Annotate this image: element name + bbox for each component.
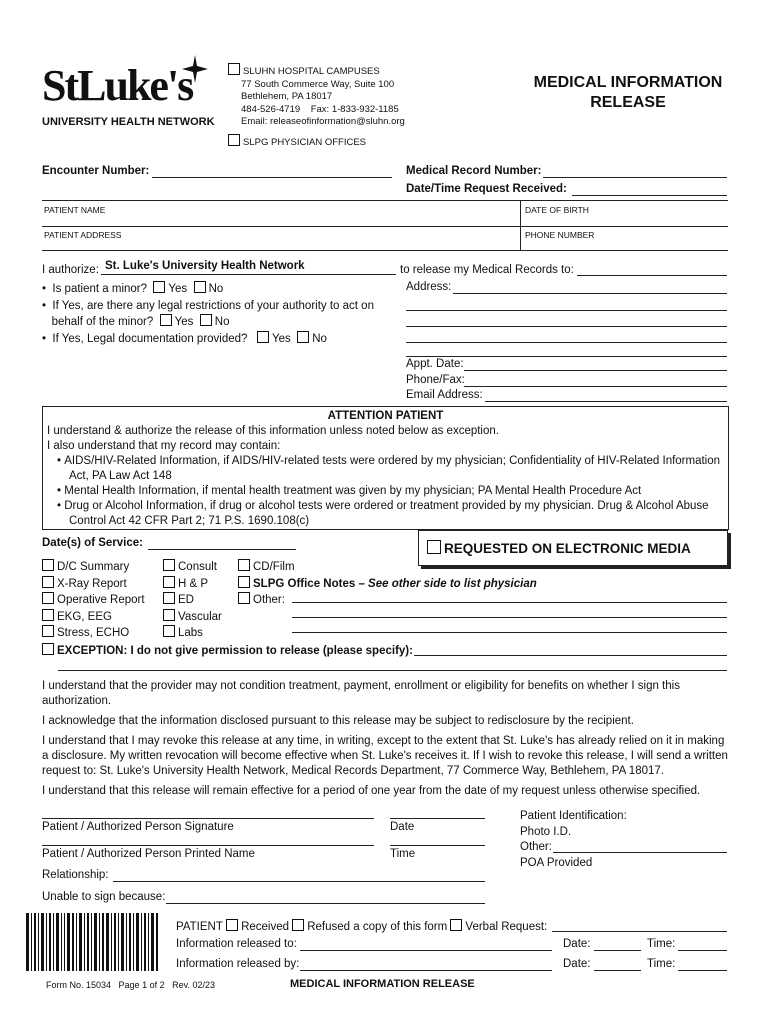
slpg-notes-checkbox[interactable]: [238, 576, 250, 588]
released-to-date-field[interactable]: [594, 950, 641, 951]
address-label: Address:: [406, 281, 452, 293]
relationship-label: Relationship:: [42, 869, 109, 881]
email-label: Email Address:: [406, 389, 483, 401]
photo-id-label: Photo I.D.: [520, 825, 572, 838]
service-label: H & P: [178, 577, 209, 590]
services-col2: [163, 559, 222, 642]
cd-checkbox[interactable]: [238, 559, 250, 571]
logo: [42, 60, 217, 130]
service-checkbox[interactable]: [42, 609, 54, 621]
attention-line1: I understand & authorize the release of this information unless noted below as exception.: [47, 425, 499, 437]
signature-field[interactable]: [42, 818, 374, 819]
released-to-label: Information released to:: [176, 938, 297, 950]
service-item[interactable]: [163, 609, 222, 626]
sluhn-label: SLUHN HOSPITAL CAMPUSES: [243, 66, 380, 77]
office-patient-row: [176, 919, 547, 933]
other-label: Other:: [253, 594, 285, 606]
authorize-prefix: I authorize:: [42, 264, 99, 276]
slpg-label: SLPG PHYSICIAN OFFICES: [243, 136, 366, 148]
exception-label: EXCEPTION: I do not give permission to release (please specify):: [57, 645, 413, 657]
statement-2: I acknowledge that the information disclosed pursuant to this release may be subject to redisclosure by the recipient.: [42, 715, 634, 727]
legal-yes-label: Yes: [272, 332, 291, 345]
pid-other-label: Other:: [520, 841, 552, 853]
service-label: Vascular: [178, 610, 222, 623]
relationship-field[interactable]: [113, 881, 485, 882]
office-patient-label: PATIENT: [176, 921, 223, 933]
title-line2: RELEASE: [590, 94, 666, 111]
service-label: D/C Summary: [57, 561, 130, 573]
printed-name-label: Patient / Authorized Person Printed Name: [42, 848, 255, 860]
service-item[interactable]: [42, 576, 145, 593]
released-by-time-field[interactable]: [678, 970, 727, 971]
released-by-date-field[interactable]: [594, 970, 641, 971]
address-field-4[interactable]: [406, 342, 727, 343]
service-label: Labs: [178, 627, 203, 639]
service-item[interactable]: [42, 609, 145, 626]
service-checkbox[interactable]: [163, 576, 175, 588]
service-item[interactable]: [163, 592, 222, 609]
minor-no-label: No: [208, 283, 224, 295]
statements: [42, 679, 732, 799]
received-label: Received: [241, 921, 290, 933]
encounter-label: Encounter Number:: [42, 165, 150, 177]
legal-label: If Yes, Legal documentation provided?: [52, 332, 248, 345]
attention-bullet2: Mental Health Information, if mental health treatment was given by my physician; PA Mental Health Procedure Act: [64, 485, 642, 497]
sluhn-phones: 484-526-4719 Fax: 1-833-932-1185: [241, 103, 399, 115]
service-item[interactable]: [163, 625, 222, 642]
appt-field[interactable]: [464, 370, 727, 371]
minor-yes-label: Yes: [168, 283, 188, 295]
exception-row: [42, 643, 413, 657]
datetime-label: Date/Time Request Received:: [406, 183, 567, 195]
service-checkbox[interactable]: [42, 559, 54, 571]
barcode-icon: [26, 913, 158, 971]
attention-bullet3b: Control Act 42 CFR Part 2; 71 P.S. 1690.108(c): [69, 515, 310, 527]
service-checkbox[interactable]: [163, 625, 175, 637]
sluhn-address2: Bethlehem, PA 18017: [241, 91, 333, 102]
encounter-field[interactable]: [152, 177, 392, 178]
service-label: ED: [178, 594, 194, 606]
other-field-1[interactable]: [292, 602, 727, 603]
service-item[interactable]: [163, 559, 222, 576]
attention-box: ATTENTION PATIENT I understand & authorize the release of this information unless noted below as exception. I also understand that my record may contain: • AIDS/HIV-Related Information, if AIDS/HIV-related tests were ordered by my physician; Confidentiality of HIV-Related Information Act, PA Law Act 148 • Mental Health Information, if mental health treatment was given by my physician; PA Mental Health Procedure Act • Drug or Alcohol Information, if drug or alcohol tests were ordered or treatment provided by my physician. Drug & Alcohol Abuse Control Act 42 CFR Part 2; 71 P.S. 1690.108(c): [42, 406, 729, 530]
page-title: [508, 73, 748, 113]
electronic-media-label: REQUESTED ON ELECTRONIC MEDIA: [444, 541, 691, 556]
services-col1: [42, 559, 145, 642]
service-label: Operative Report: [57, 594, 145, 606]
patient-address-label: PATIENT ADDRESS: [44, 230, 122, 240]
patient-name-label: PATIENT NAME: [44, 205, 106, 215]
restrict-yes-label: Yes: [174, 316, 194, 328]
restrict-yes-checkbox[interactable]: [160, 314, 172, 326]
service-checkbox[interactable]: [42, 592, 54, 604]
service-checkbox[interactable]: [163, 559, 175, 571]
service-checkbox[interactable]: [163, 592, 175, 604]
footer-title: MEDICAL INFORMATION RELEASE: [290, 978, 475, 990]
authorize-field[interactable]: [101, 260, 396, 275]
printed-name-field[interactable]: [42, 845, 374, 846]
phone-label: PHONE NUMBER: [525, 230, 595, 240]
legal-no-checkbox[interactable]: [297, 331, 309, 343]
minor-no-checkbox[interactable]: [194, 281, 206, 293]
unable-label: Unable to sign because:: [42, 891, 166, 903]
released-to-date-label: Date:: [563, 938, 591, 950]
logo-wordmark: StLuke's: [42, 61, 193, 110]
statement-1: I understand that the provider may not condition treatment, payment, enrollment or eligibility for benefits on whether I sign this authorization.: [42, 680, 680, 707]
sluhn-email: Email: releaseofinformation@sluhn.org: [241, 116, 405, 127]
statement-4: I understand that this release will remain effective for a period of one year from the date of my request unless otherwise specified.: [42, 785, 701, 797]
attention-line2: I also understand that my record may contain:: [47, 440, 281, 452]
dob-label: DATE OF BIRTH: [525, 205, 589, 215]
mrn-field[interactable]: [543, 177, 727, 178]
footer-form-number: Form No. 15034: [46, 980, 112, 990]
slpg-notes-label: SLPG Office Notes: [253, 577, 356, 590]
phonefax-field[interactable]: [464, 386, 727, 387]
service-label: Stress, ECHO: [57, 627, 130, 639]
cd-label: CD/Film: [253, 561, 295, 573]
time-field[interactable]: [390, 845, 485, 846]
address-field-1[interactable]: [453, 293, 727, 294]
verbal-checkbox[interactable]: [450, 919, 462, 931]
service-item[interactable]: [42, 592, 145, 609]
release-to-field[interactable]: [577, 275, 727, 276]
refused-checkbox[interactable]: [292, 919, 304, 931]
exception-checkbox[interactable]: [42, 643, 54, 655]
service-checkbox[interactable]: [42, 576, 54, 588]
restrict-label-2: behalf of the minor?: [51, 316, 154, 328]
authorize-suffix: to release my Medical Records to:: [400, 264, 574, 276]
services-field[interactable]: [148, 549, 296, 550]
unable-field[interactable]: [166, 903, 485, 904]
attention-bullet3a: Drug or Alcohol Information, if drug or alcohol tests were ordered or treatment provided by my physician. Drug & Alcohol Abuse: [64, 500, 709, 512]
datetime-field[interactable]: [572, 195, 727, 196]
other-checkbox[interactable]: [238, 592, 250, 604]
restrict-no-label: No: [214, 316, 230, 328]
released-by-time-label: Time:: [647, 958, 676, 970]
released-by-date-label: Date:: [563, 958, 591, 970]
refused-label: Refused a copy of this form: [307, 921, 448, 933]
service-item[interactable]: [42, 559, 145, 576]
restrict-label-1: If Yes, are there any legal restrictions of your authority to act on: [52, 299, 374, 312]
minor-label: Is patient a minor?: [52, 283, 148, 295]
footer-form-info: [46, 980, 215, 990]
service-item[interactable]: [163, 576, 222, 593]
pid-label: Patient Identification:: [520, 810, 627, 822]
pid-other-field[interactable]: [553, 852, 727, 853]
received-checkbox[interactable]: [226, 919, 238, 931]
email-field[interactable]: [485, 401, 727, 402]
sluhn-checkbox[interactable]: [228, 63, 240, 75]
service-label: X-Ray Report: [57, 577, 127, 590]
exception-field-1[interactable]: [414, 655, 727, 656]
legal-no-label: No: [312, 332, 327, 345]
patient-info-box: [42, 200, 728, 251]
star-icon: [180, 54, 210, 84]
sluhn-block: [228, 63, 405, 149]
attention-bullet1a: AIDS/HIV-Related Information, if AIDS/HIV-related tests were ordered by my physician; Confidentiality of HIV-Related Information: [64, 455, 721, 467]
footer-page: Page 1 of 2: [118, 980, 165, 990]
address-field-5[interactable]: [406, 356, 727, 357]
minor-yes-checkbox[interactable]: [153, 281, 165, 293]
date-label: Date: [390, 821, 415, 833]
electronic-media-checkbox[interactable]: [427, 540, 441, 554]
slpg-checkbox[interactable]: [228, 134, 240, 146]
time-label: Time: [390, 848, 416, 860]
released-by-field[interactable]: [300, 970, 552, 971]
legal-yes-checkbox[interactable]: [257, 331, 269, 343]
released-by-label: Information released by:: [176, 958, 300, 970]
restrict-no-checkbox[interactable]: [200, 314, 212, 326]
service-item[interactable]: [42, 625, 145, 642]
minor-question: • Is patient a minor? Yes No • If Yes, are there any legal restrictions of your authority to act on behalf of the minor? Yes No • If Yes, Legal documentation provided? Yes No: [42, 283, 374, 345]
released-to-field[interactable]: [300, 950, 552, 951]
verbal-field[interactable]: [552, 931, 727, 932]
service-label: Consult: [178, 561, 217, 573]
poa-label: POA Provided: [520, 856, 593, 869]
verbal-label: Verbal Request:: [465, 921, 548, 933]
service-label: EKG, EEG: [57, 610, 112, 623]
mrn-label: Medical Record Number:: [406, 165, 542, 177]
other-field-3[interactable]: [292, 632, 727, 633]
date-field[interactable]: [390, 818, 485, 819]
exception-field-2[interactable]: [58, 670, 727, 671]
service-checkbox[interactable]: [163, 609, 175, 621]
authorize-value: St. Luke's University Health Network: [105, 260, 305, 272]
services-label: Date(s) of Service:: [42, 537, 143, 549]
released-to-time-field[interactable]: [678, 950, 727, 951]
footer-rev: Rev. 02/23: [172, 980, 215, 990]
signature-label: Patient / Authorized Person Signature: [42, 821, 234, 833]
attention-title: ATTENTION PATIENT: [327, 410, 444, 422]
service-checkbox[interactable]: [42, 625, 54, 637]
other-field-2[interactable]: [292, 617, 727, 618]
title-line1: MEDICAL INFORMATION: [533, 74, 723, 91]
slpg-notes-hint: – See other side to list physician: [358, 577, 537, 590]
sluhn-address1: 77 South Commerce Way, Suite 100: [241, 78, 395, 90]
address-field-3[interactable]: [406, 326, 727, 327]
attention-bullet1b: Act, PA Law Act 148: [69, 470, 172, 482]
logo-network: UNIVERSITY HEALTH NETWORK: [42, 116, 215, 128]
patient-identification: [520, 809, 627, 871]
released-to-time-label: Time:: [647, 938, 676, 950]
appt-label: Appt. Date:: [406, 358, 464, 370]
address-field-2[interactable]: [406, 310, 727, 311]
statement-3: I understand that I may revoke this release at any time, in writing, except to the extent that St. Luke's has already relied on it in making a disclosure. My written revocation will become effective when St. Luke's receives it. If I wish to revoke this release, I will send a written request to: St. Luke's University Health Network, Medical Records Department, 77 Commerce Way, Bethlehem, PA 18017.: [42, 735, 728, 777]
phonefax-label: Phone/Fax:: [406, 374, 465, 386]
